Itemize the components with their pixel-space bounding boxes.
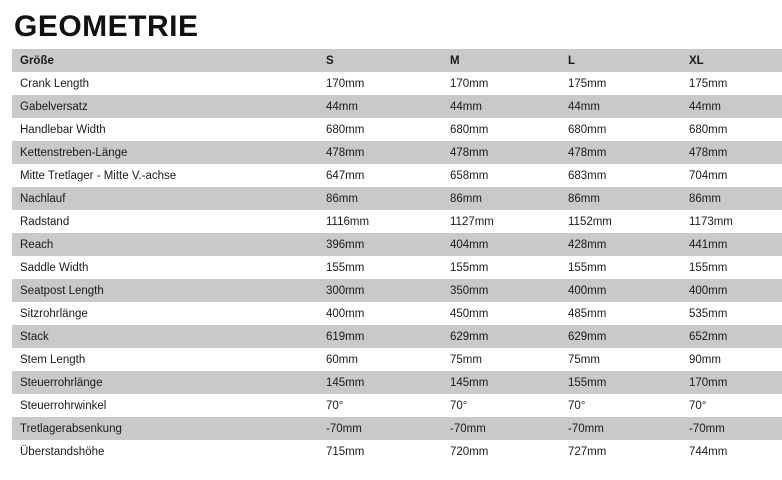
cell-s: 170mm: [320, 72, 444, 95]
cell-l: 155mm: [562, 256, 683, 279]
cell-xl: 44mm: [683, 95, 782, 118]
row-label: Handlebar Width: [12, 118, 320, 141]
row-label: Stem Length: [12, 348, 320, 371]
row-label: Saddle Width: [12, 256, 320, 279]
table-row: [12, 440, 782, 463]
cell-xl: 680mm: [683, 118, 782, 141]
row-label: Seatpost Length: [12, 279, 320, 302]
cell-s: 1116mm: [320, 210, 444, 233]
cell-xl: -70mm: [683, 417, 782, 440]
cell-xl: 704mm: [683, 164, 782, 187]
table-row: [12, 302, 782, 325]
cell-m: 720mm: [444, 440, 562, 463]
row-label: Reach: [12, 233, 320, 256]
cell-xl: 170mm: [683, 371, 782, 394]
cell-xl: 535mm: [683, 302, 782, 325]
cell-s: 647mm: [320, 164, 444, 187]
table-row: [12, 325, 782, 348]
cell-l: 175mm: [562, 72, 683, 95]
cell-s: 400mm: [320, 302, 444, 325]
cell-l: 155mm: [562, 371, 683, 394]
table-header-row: [12, 49, 782, 72]
cell-xl: 652mm: [683, 325, 782, 348]
cell-m: 478mm: [444, 141, 562, 164]
table-row: [12, 417, 782, 440]
table-row: [12, 256, 782, 279]
cell-s: 155mm: [320, 256, 444, 279]
cell-l: 75mm: [562, 348, 683, 371]
cell-s: 86mm: [320, 187, 444, 210]
cell-s: 680mm: [320, 118, 444, 141]
cell-m: 680mm: [444, 118, 562, 141]
cell-s: 715mm: [320, 440, 444, 463]
column-header-size: Größe: [12, 49, 320, 72]
cell-s: 60mm: [320, 348, 444, 371]
cell-m: 155mm: [444, 256, 562, 279]
row-label: Nachlauf: [12, 187, 320, 210]
row-label: Stack: [12, 325, 320, 348]
cell-xl: 441mm: [683, 233, 782, 256]
cell-m: 450mm: [444, 302, 562, 325]
cell-xl: 90mm: [683, 348, 782, 371]
cell-s: 145mm: [320, 371, 444, 394]
geometry-table: [12, 49, 782, 463]
cell-s: 44mm: [320, 95, 444, 118]
table-row: [12, 141, 782, 164]
row-label: Steuerrohrlänge: [12, 371, 320, 394]
column-header-l: L: [562, 49, 683, 72]
table-row: [12, 348, 782, 371]
cell-s: 70°: [320, 394, 444, 417]
cell-l: 44mm: [562, 95, 683, 118]
cell-l: 428mm: [562, 233, 683, 256]
cell-m: 1127mm: [444, 210, 562, 233]
cell-xl: 400mm: [683, 279, 782, 302]
column-header-s: S: [320, 49, 444, 72]
table-row: [12, 233, 782, 256]
table-row: [12, 187, 782, 210]
cell-l: 70°: [562, 394, 683, 417]
cell-m: 86mm: [444, 187, 562, 210]
table-row: [12, 279, 782, 302]
cell-s: -70mm: [320, 417, 444, 440]
cell-xl: 70°: [683, 394, 782, 417]
row-label: Mitte Tretlager - Mitte V.-achse: [12, 164, 320, 187]
cell-m: 170mm: [444, 72, 562, 95]
cell-l: 485mm: [562, 302, 683, 325]
column-header-m: M: [444, 49, 562, 72]
cell-m: 75mm: [444, 348, 562, 371]
cell-m: -70mm: [444, 417, 562, 440]
cell-l: 727mm: [562, 440, 683, 463]
cell-l: 86mm: [562, 187, 683, 210]
cell-xl: 744mm: [683, 440, 782, 463]
column-header-xl: XL: [683, 49, 782, 72]
cell-l: 680mm: [562, 118, 683, 141]
row-label: Crank Length: [12, 72, 320, 95]
cell-l: 478mm: [562, 141, 683, 164]
table-row: [12, 210, 782, 233]
cell-s: 396mm: [320, 233, 444, 256]
table-row: [12, 118, 782, 141]
cell-s: 478mm: [320, 141, 444, 164]
table-row: [12, 164, 782, 187]
cell-m: 404mm: [444, 233, 562, 256]
table-row: [12, 95, 782, 118]
cell-m: 350mm: [444, 279, 562, 302]
table-row: [12, 394, 782, 417]
cell-m: 658mm: [444, 164, 562, 187]
row-label: Sitzrohrlänge: [12, 302, 320, 325]
cell-l: -70mm: [562, 417, 683, 440]
row-label: Gabelversatz: [12, 95, 320, 118]
cell-s: 619mm: [320, 325, 444, 348]
cell-s: 300mm: [320, 279, 444, 302]
cell-xl: 155mm: [683, 256, 782, 279]
cell-m: 629mm: [444, 325, 562, 348]
cell-xl: 175mm: [683, 72, 782, 95]
row-label: Steuerrohrwinkel: [12, 394, 320, 417]
cell-xl: 1173mm: [683, 210, 782, 233]
page-title: GEOMETRIE: [14, 10, 199, 43]
cell-l: 629mm: [562, 325, 683, 348]
cell-m: 145mm: [444, 371, 562, 394]
cell-m: 44mm: [444, 95, 562, 118]
table-row: [12, 371, 782, 394]
table-body: [12, 72, 782, 463]
cell-xl: 478mm: [683, 141, 782, 164]
cell-xl: 86mm: [683, 187, 782, 210]
table-row: [12, 72, 782, 95]
row-label: Tretlagerabsenkung: [12, 417, 320, 440]
cell-m: 70°: [444, 394, 562, 417]
cell-l: 400mm: [562, 279, 683, 302]
row-label: Überstandshöhe: [12, 440, 320, 463]
row-label: Radstand: [12, 210, 320, 233]
cell-l: 683mm: [562, 164, 683, 187]
row-label: Kettenstreben-Länge: [12, 141, 320, 164]
table-header: [12, 49, 782, 72]
cell-l: 1152mm: [562, 210, 683, 233]
